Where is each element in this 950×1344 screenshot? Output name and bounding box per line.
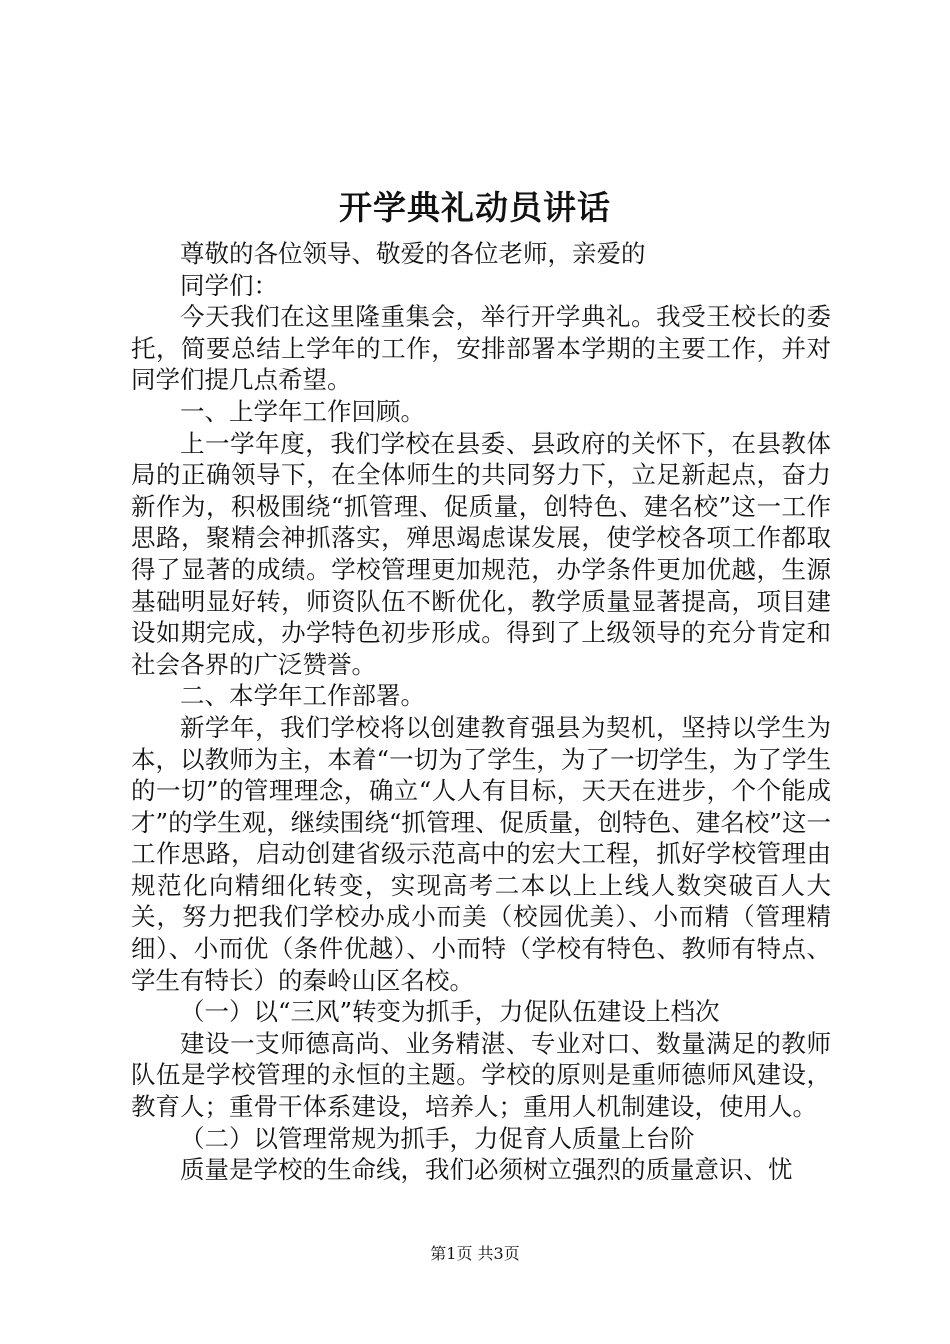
page-footer: 第1页 共3页 [430,1244,520,1263]
subsection-heading-1: （一）以“三风”转变为抓手，力促队伍建设上档次 [180,997,720,1027]
plan-paragraph: 新学年，我们学校将以创建教育强县为契机，坚持以学生为本，以教师为主，本着“一切为了学生，为了一切学生，为了学生的一切”的管理理念，确立“人人有目标，天天在进步，个个能成才”的学生观，继续围绕“抓管理、促质量，创特色、建名校”这一工作思路，启动创建省级示范高中的宏大工程，抓好学校管理由规范化向精细化转变，实现高考二本以上上线人数突破百人大关，努力把我们学校办成小而美（校园优美）、小而精（管理精细）、小而优（条件优越）、小而特（学校有特色、教师有特点、学生有特长）的秦岭山区名校。 [131,712,831,995]
subsection-1-paragraph: 建设一支师德高尚、业务精湛、专业对口、数量满足的教师队伍是学校管理的永恒的主题。学校的原则是重师德师风建设，教育人；重骨干体系建设，培养人；重用人机制建设，使用人。 [131,1028,831,1122]
subsection-2-paragraph: 质量是学校的生命线，我们必须树立强烈的质量意识、忧 [180,1155,793,1185]
salutation-line-2: 同学们： [180,270,278,300]
intro-paragraph: 今天我们在这里隆重集会，举行开学典礼。我受王校长的委托，简要总结上学年的工作，安排部署本学期的主要工作，并对同学们提几点希望。 [131,302,831,395]
document-body [131,238,831,1186]
document-title: 开学典礼动员讲话 [339,188,611,227]
review-paragraph: 上一学年度，我们学校在县委、县政府的关怀下，在县教体局的正确领导下，在全体师生的共同努力下，立足新起点，奋力新作为，积极围绕“抓管理、促质量，创特色、建名校”这一工作思路，聚精会神抓落实，殚思竭虑谋发展，使学校各项工作都取得了显著的成绩。学校管理更加规范，办学条件更加优越，生源基础明显好转，师资队伍不断优化，教学质量显著提高，项目建设如期完成，办学特色初步形成。得到了上级领导的充分肯定和社会各界的广泛赞誉。 [131,428,831,679]
section-heading-review: 一、上学年工作回顾。 [180,396,425,426]
salutation-line-1: 尊敬的各位领导、敬爱的各位老师，亲爱的 [180,239,646,268]
section-heading-plan: 二、本学年工作部署。 [180,681,425,711]
subsection-heading-2: （二）以管理常规为抓手，力促育人质量上台阶 [180,1123,695,1153]
